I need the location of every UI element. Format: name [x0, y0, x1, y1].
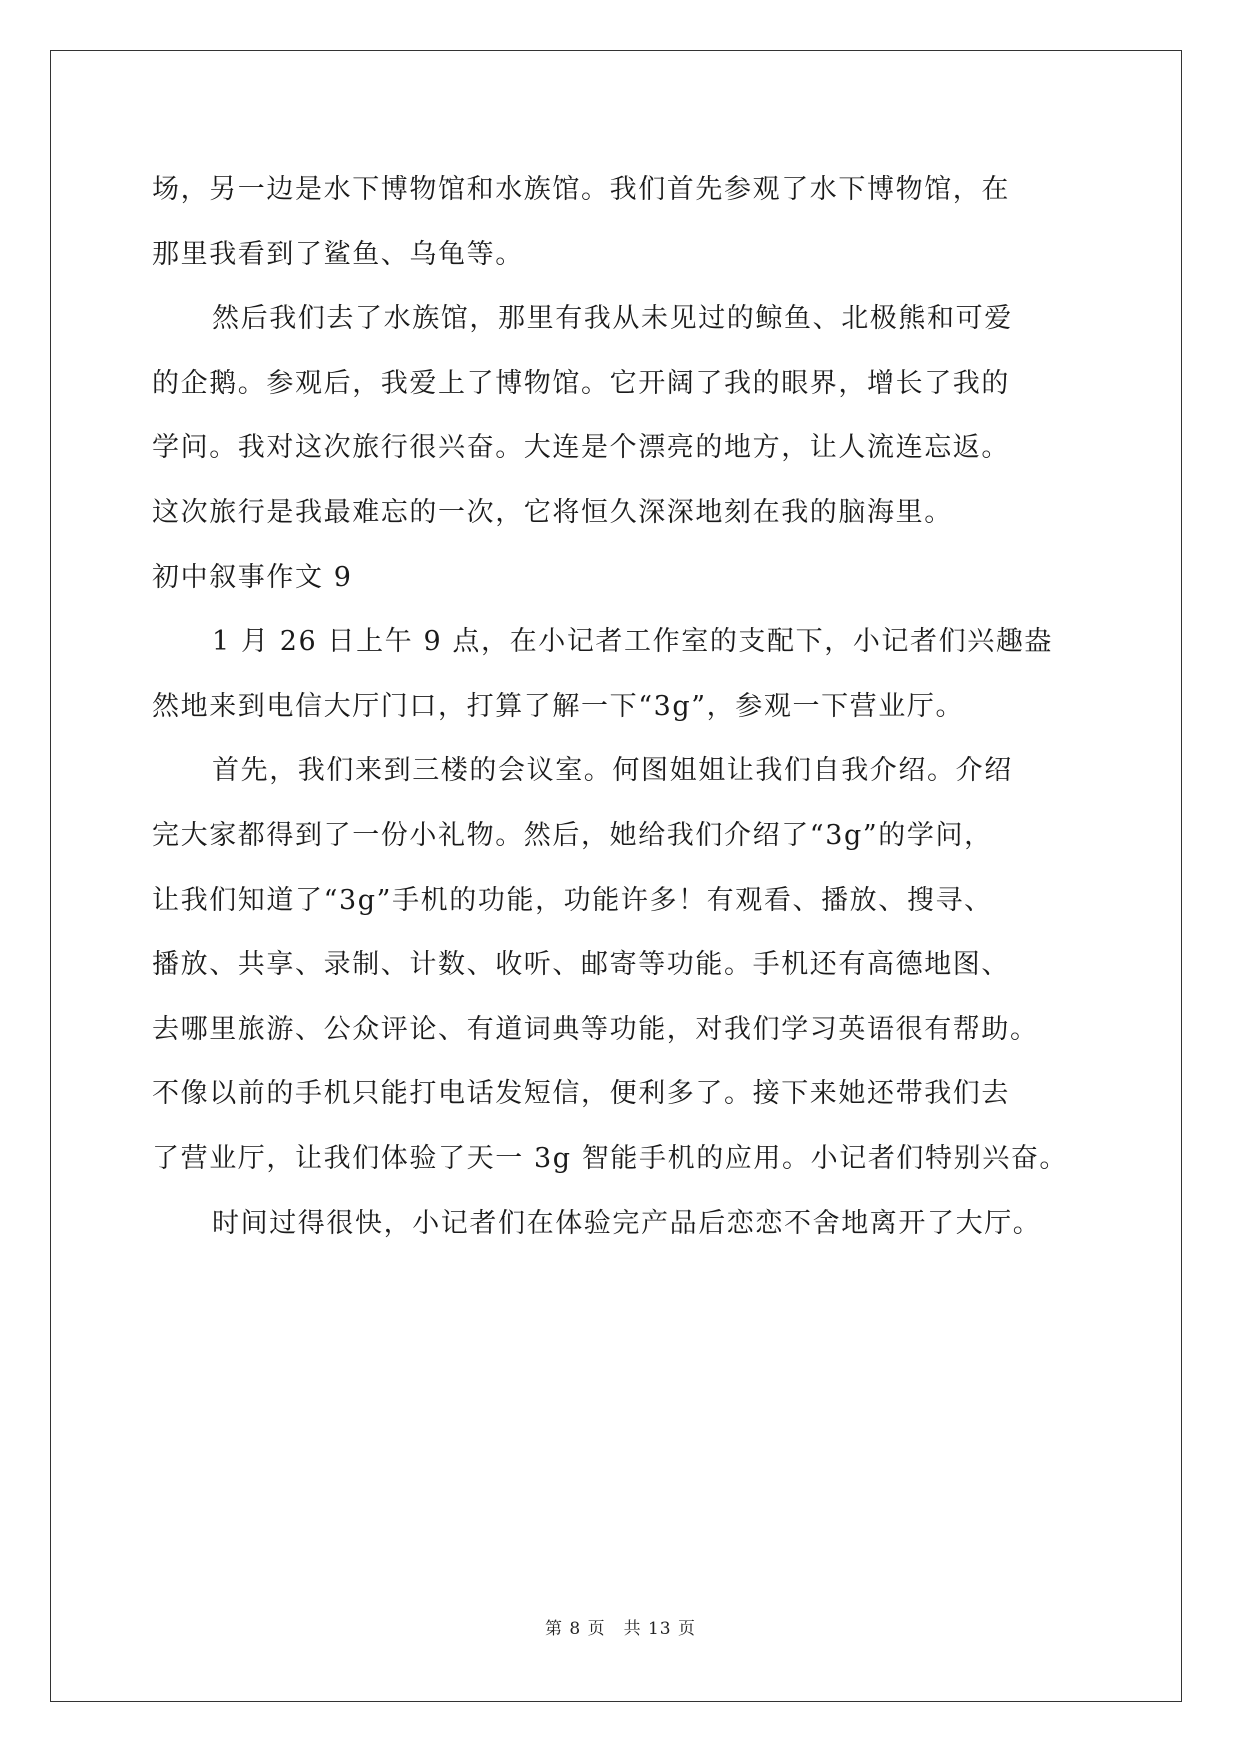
- text-line-10: 首先，我们来到三楼的会议室。何图姐姐让我们自我介绍。介绍: [212, 755, 1013, 787]
- text-line-12: 让我们知道了“3g”手机的功能，功能许多！有观看、播放、搜寻、: [152, 884, 993, 916]
- text-line-9: 然地来到电信大厅门口，打算了解一下“3g”，参观一下营业厅。: [152, 690, 965, 722]
- text-line-11: 完大家都得到了一份小礼物。然后，她给我们介绍了“3g”的学问，: [152, 819, 993, 851]
- text-line-6: 这次旅行是我最难忘的一次，它将恒久深深地刻在我的脑海里。: [152, 496, 953, 528]
- text-line-16: 了营业厅，让我们体验了天一 3g 智能手机的应用。小记者们特别兴奋。: [152, 1142, 1069, 1174]
- text-line-13: 播放、共享、录制、计数、收听、邮寄等功能。手机还有高德地图、: [152, 949, 1010, 981]
- text-line-8: 1 月 26 日上午 9 点，在小记者工作室的支配下，小记者们兴趣盎: [212, 626, 1054, 658]
- text-line-14: 去哪里旅游、公众评论、有道词典等功能，对我们学习英语很有帮助。: [152, 1013, 1039, 1045]
- text-line-17: 时间过得很快，小记者们在体验完产品后恋恋不舍地离开了大厅。: [212, 1207, 1042, 1239]
- text-line-15: 不像以前的手机只能打电话发短信，便利多了。接下来她还带我们去: [152, 1078, 1010, 1110]
- text-line-2: 那里我看到了鲨鱼、乌龟等。: [152, 238, 524, 270]
- text-line-3: 然后我们去了水族馆，那里有我从未见过的鲸鱼、北极熊和可爱: [212, 303, 1013, 335]
- document-body: [152, 158, 1092, 1256]
- text-line-5: 学问。我对这次旅行很兴奋。大连是个漂亮的地方，让人流连忘返。: [152, 432, 1010, 464]
- page-number-footer: 第 8 页 共 13 页: [544, 1619, 697, 1639]
- text-line-4: 的企鹅。参观后，我爱上了博物馆。它开阔了我的眼界，增长了我的: [152, 367, 1010, 399]
- text-line-1: 场，另一边是水下博物馆和水族馆。我们首先参观了水下博物馆，在: [152, 174, 1010, 205]
- section-heading: 初中叙事作文 9: [152, 561, 353, 593]
